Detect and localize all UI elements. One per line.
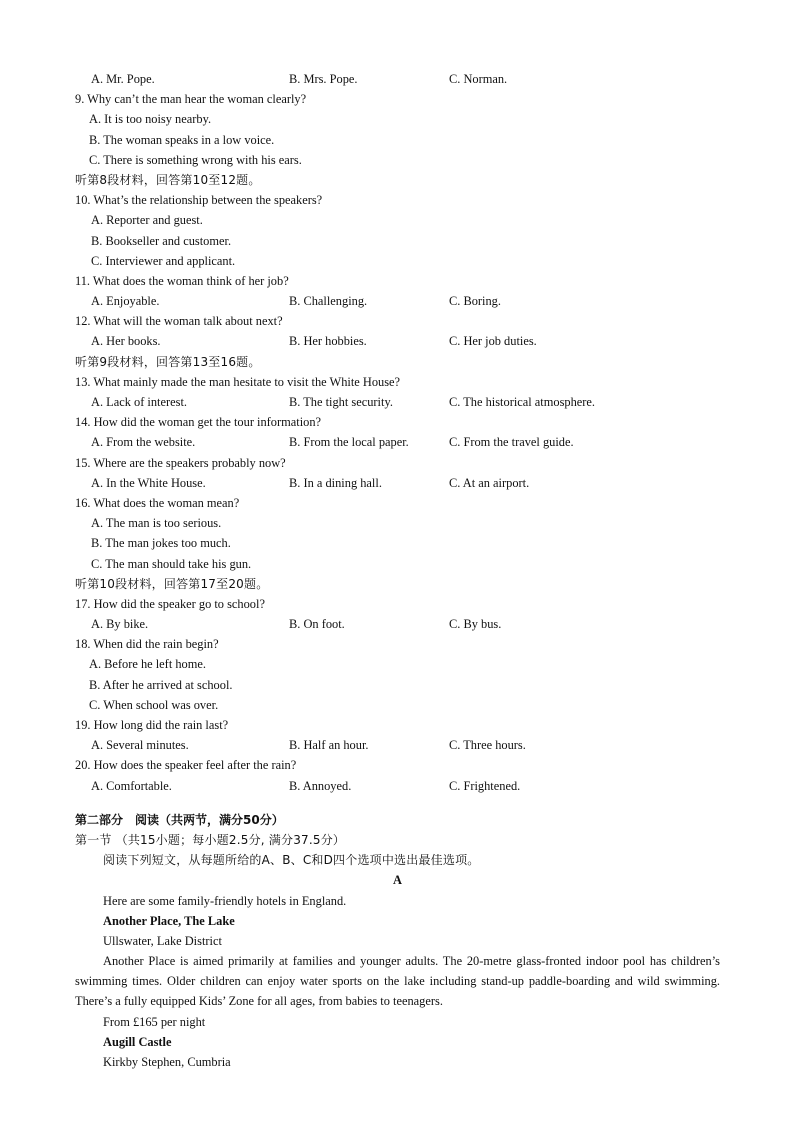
- q9-option-a: A. It is too noisy nearby.: [89, 112, 212, 127]
- q17-question: 17. How did the speaker go to school?: [75, 596, 265, 611]
- q11-option-a: A. Enjoyable.: [91, 294, 160, 309]
- q13-option-a: A. Lack of interest.: [91, 395, 187, 409]
- q15-option-c: C. At an airport.: [449, 475, 530, 490]
- q18-option-c: C. When school was over.: [89, 697, 219, 712]
- q20-option-b: B. Annoyed.: [289, 778, 352, 793]
- q10-option-b: B. Bookseller and customer.: [91, 233, 232, 248]
- q20-question: 20. How does the speaker feel after the rain?: [75, 758, 297, 773]
- q13-options: [75, 392, 720, 412]
- q12-option-a: A. Her books.: [91, 334, 161, 349]
- hotel-1-description: Another Place is aimed primarily at families and younger adults. The 20-metre glass-fronted indoor pool has children’s swimming times. Older children can enjoy water sports on the lake including stand-up paddle-boarding and wild swimming. There’s a fully equipped Kids’ Zone for all ages, from babies to teenagers.: [75, 954, 720, 1009]
- q11-question: 11. What does the woman think of her job?: [75, 273, 289, 288]
- q19-option-a: A. Several minutes.: [91, 738, 189, 753]
- q19-options: [75, 735, 720, 755]
- hotel-1-price: From £165 per night: [103, 1014, 206, 1029]
- q20-options: [75, 776, 720, 796]
- q13-option-b: B. The tight security.: [289, 395, 393, 409]
- q19-option-b: B. Half an hour.: [289, 738, 369, 753]
- q15-question: 15. Where are the speakers probably now?: [75, 455, 286, 470]
- q9-option-b: B. The woman speaks in a low voice.: [89, 132, 275, 147]
- hotel-1-location: Ullswater, Lake District: [103, 933, 222, 948]
- q18-option-b: B. After he arrived at school.: [89, 677, 233, 692]
- q14-option-b: B. From the local paper.: [289, 435, 409, 450]
- q16-question: 16. What does the woman mean?: [75, 495, 240, 510]
- q18-option-a: A. Before he left home.: [89, 657, 206, 672]
- q8-option-b: B. Mrs. Pope.: [289, 72, 358, 86]
- q16-option-b: B. The man jokes too much.: [91, 536, 231, 551]
- q9-question: 9. Why can’t the man hear the woman clearly?: [75, 92, 307, 107]
- passage-letter: A: [393, 873, 402, 888]
- section-9-heading: 听第9段材料，回答第13至16题。: [75, 354, 261, 369]
- q8-option-a: A. Mr. Pope.: [91, 72, 155, 86]
- q18-question: 18. When did the rain begin?: [75, 637, 219, 652]
- q12-option-c: C. Her job duties.: [449, 334, 537, 349]
- section-spacer: [75, 796, 720, 810]
- q11-option-b: B. Challenging.: [289, 294, 368, 309]
- q17-options: [75, 614, 720, 634]
- hotel-1-name: Another Place, The Lake: [103, 913, 235, 928]
- q8-option-c: C. Norman.: [449, 72, 508, 86]
- q13-option-c: C. The historical atmosphere.: [449, 395, 596, 409]
- q14-options: [75, 432, 720, 452]
- section-10-heading: 听第10段材料，回答第17至20题。: [75, 576, 269, 591]
- q13-question: 13. What mainly made the man hesitate to visit the White House?: [75, 374, 401, 389]
- q15-option-a: A. In the White House.: [91, 475, 206, 490]
- q12-question: 12. What will the woman talk about next?: [75, 314, 283, 329]
- q8-options: [75, 69, 720, 89]
- q16-option-c: C. The man should take his gun.: [91, 556, 252, 571]
- q10-option-c: C. Interviewer and applicant.: [91, 253, 236, 268]
- q12-option-b: B. Her hobbies.: [289, 334, 367, 349]
- q16-option-a: A. The man is too serious.: [91, 516, 222, 531]
- passage-intro: Here are some family-friendly hotels in England.: [103, 893, 347, 908]
- reading-instruction: 阅读下列短文，从每题所给的A、B、C和D四个选项中选出最佳选项。: [103, 853, 480, 868]
- q17-option-c: C. By bus.: [449, 617, 502, 632]
- q20-option-a: A. Comfortable.: [91, 778, 172, 793]
- q14-option-c: C. From the travel guide.: [449, 435, 574, 450]
- q14-question: 14. How did the woman get the tour information?: [75, 415, 322, 430]
- q10-option-a: A. Reporter and guest.: [91, 213, 203, 228]
- q9-option-c: C. There is something wrong with his ears.: [89, 152, 302, 167]
- section-1-title: 第一节 （共15小题；每小题2.5分, 满分37.5分）: [75, 832, 346, 847]
- q11-options: [75, 291, 720, 311]
- q10-question: 10. What’s the relationship between the speakers?: [75, 193, 323, 208]
- q12-options: [75, 331, 720, 351]
- q19-option-c: C. Three hours.: [449, 738, 526, 753]
- q20-option-c: C. Frightened.: [449, 778, 521, 793]
- q19-question: 19. How long did the rain last?: [75, 718, 229, 732]
- q11-option-c: C. Boring.: [449, 294, 501, 309]
- hotel-2-location: Kirkby Stephen, Cumbria: [103, 1055, 231, 1070]
- q17-option-a: A. By bike.: [91, 617, 149, 632]
- part-2-title: 第二部分 阅读（共两节，满分50分）: [75, 812, 284, 827]
- section-8-heading: 听第8段材料，回答第10至12题。: [75, 172, 261, 187]
- hotel-2-name: Augill Castle: [103, 1034, 172, 1049]
- q14-option-a: A. From the website.: [91, 435, 196, 450]
- q15-options: [75, 473, 720, 493]
- q15-option-b: B. In a dining hall.: [289, 475, 382, 490]
- q17-option-b: B. On foot.: [289, 617, 345, 632]
- exam-page: [75, 69, 720, 1072]
